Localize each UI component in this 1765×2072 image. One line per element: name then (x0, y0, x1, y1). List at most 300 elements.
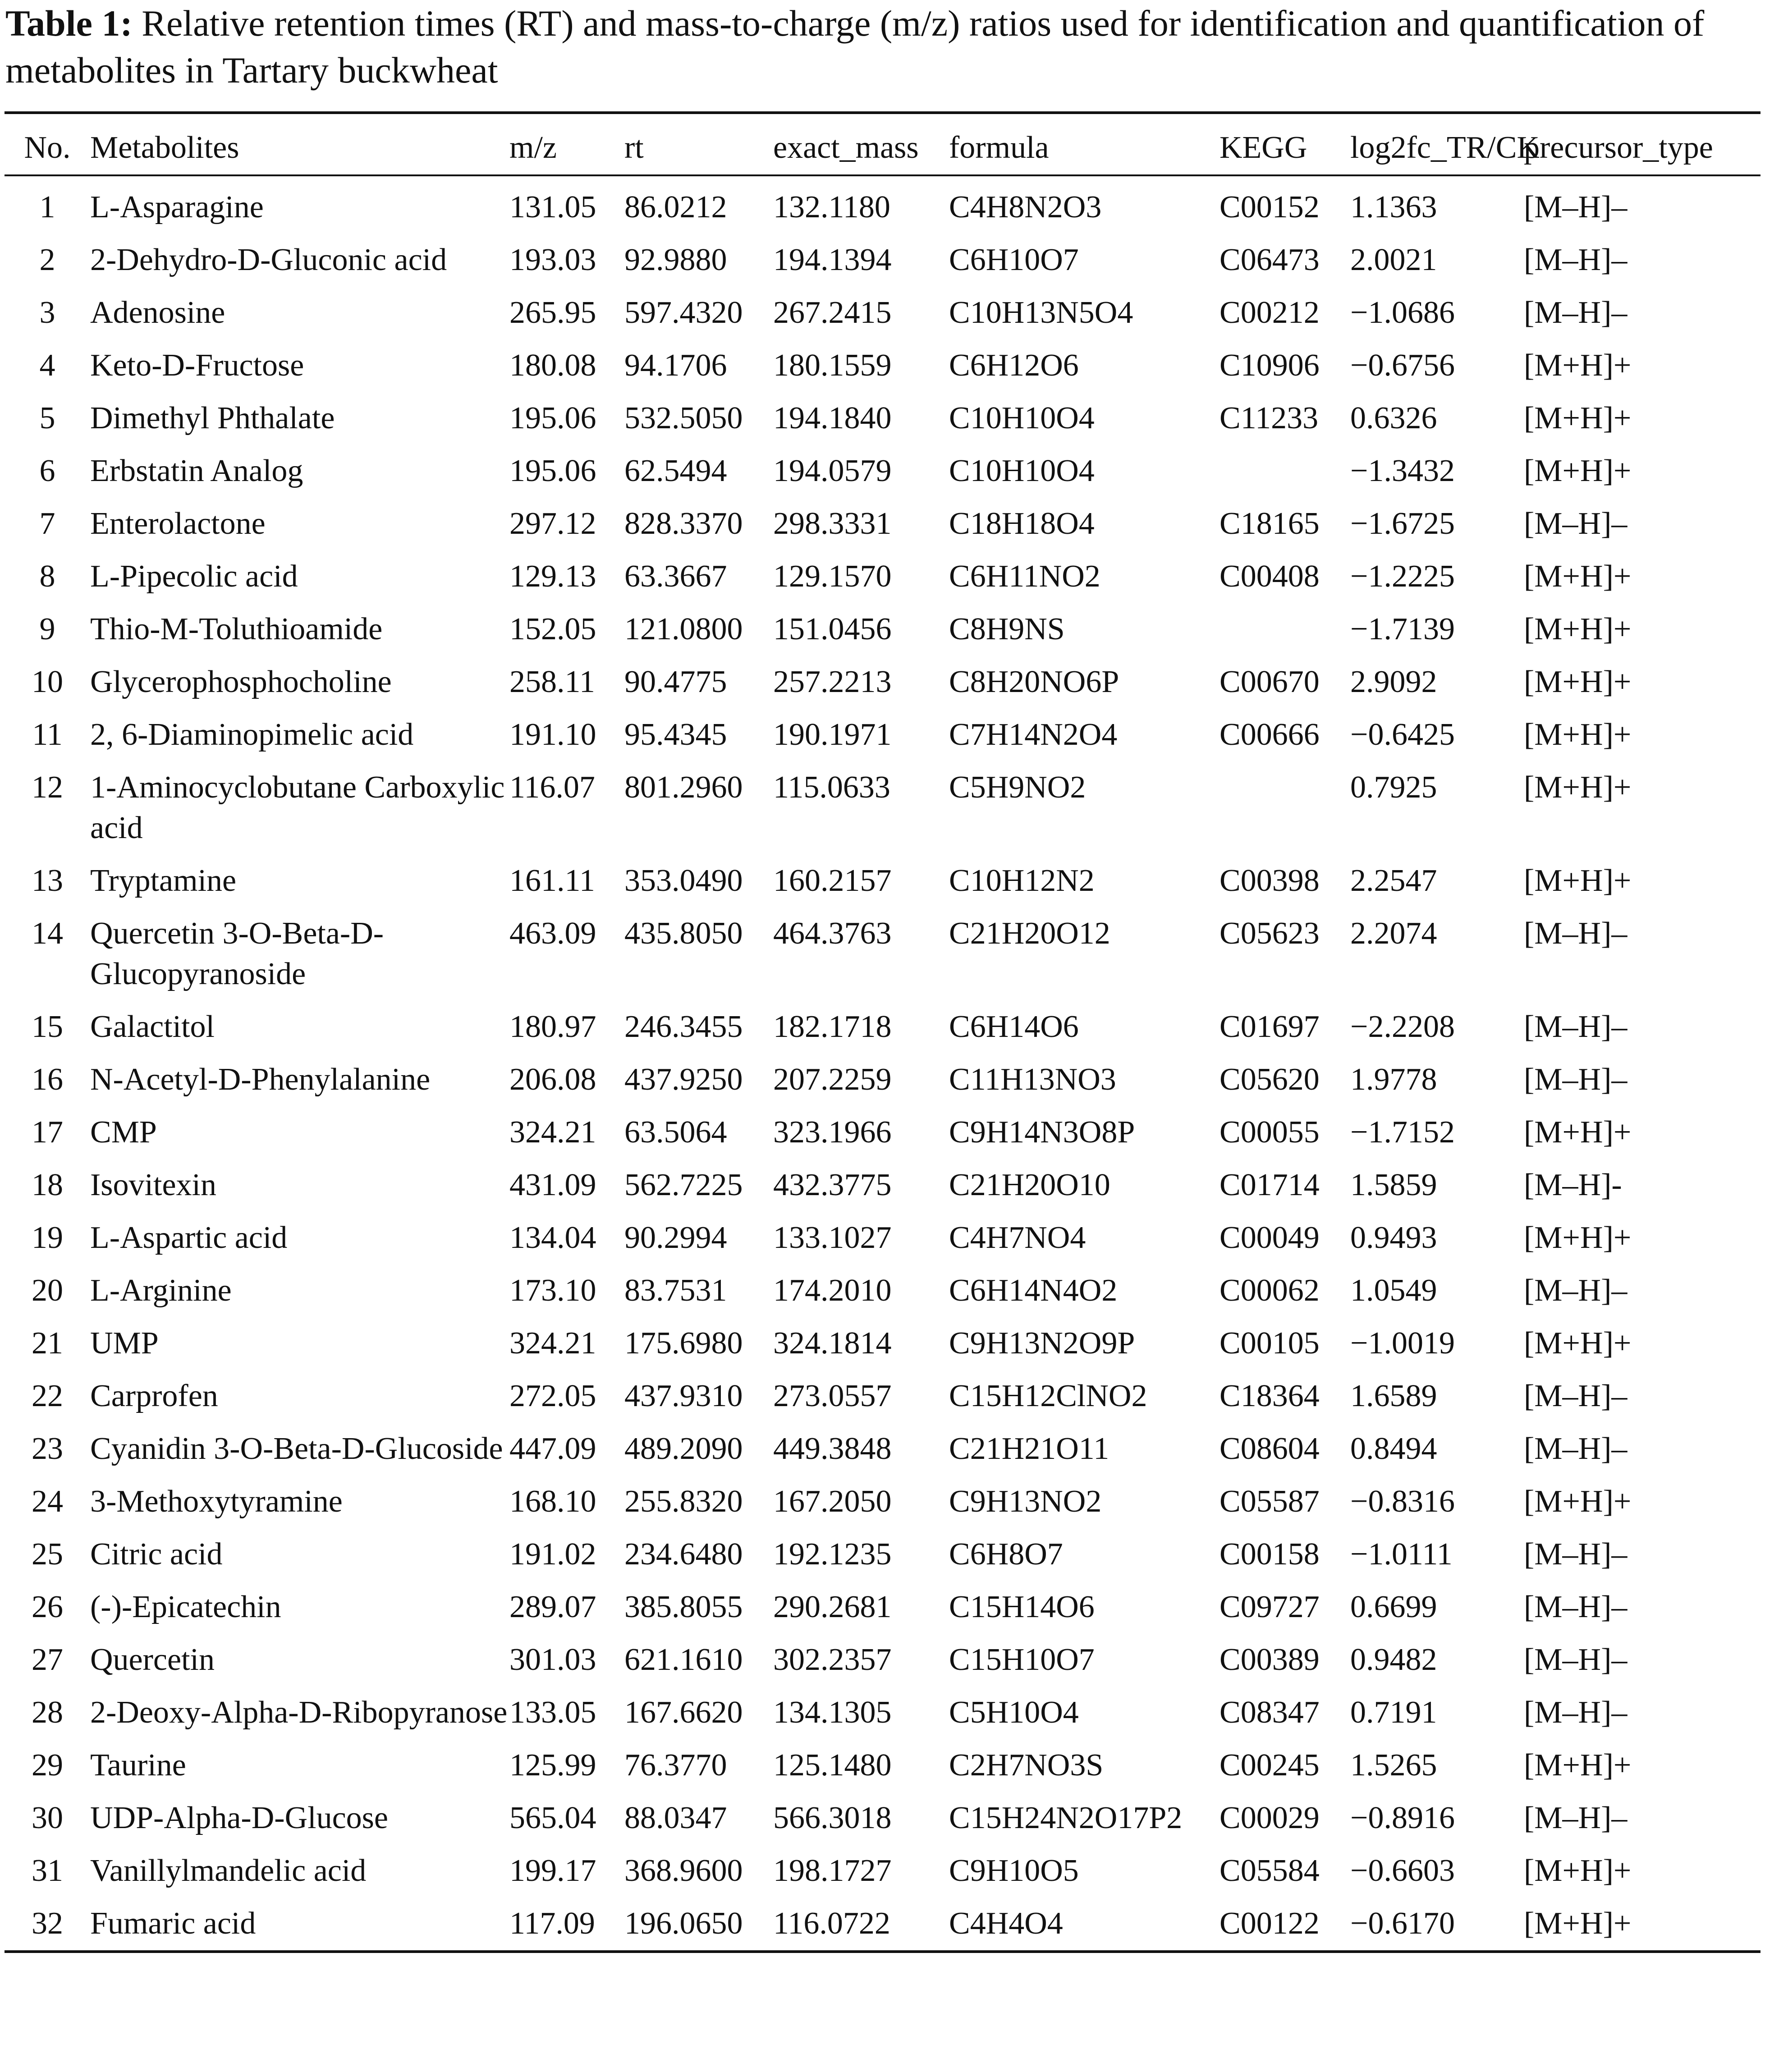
cell-exact-mass: 324.1814 (773, 1326, 892, 1361)
cell-rt: 90.2994 (624, 1220, 727, 1255)
cell-mz: 134.04 (509, 1220, 596, 1255)
cell-mz: 117.09 (509, 1906, 595, 1941)
cell-log2fc: −1.0111 (1350, 1537, 1453, 1572)
cell-precursor-type: [M–H]– (1524, 1009, 1627, 1044)
cell-precursor-type: [M–H]– (1524, 1062, 1627, 1097)
cell-metabolite: L-Pipecolic acid (90, 559, 298, 594)
cell-rt: 435.8050 (624, 916, 743, 951)
cell-exact-mass: 273.0557 (773, 1379, 892, 1413)
cell-log2fc: 0.9482 (1350, 1642, 1437, 1677)
cell-log2fc: −2.2208 (1350, 1009, 1455, 1044)
table-row (5, 234, 1760, 287)
table-row (5, 1845, 1760, 1898)
cell-precursor-type: [M+H]+ (1524, 770, 1632, 805)
cell-precursor-type: [M–H]– (1524, 1695, 1627, 1730)
cell-kegg: C08347 (1219, 1695, 1320, 1730)
table-row (5, 1792, 1760, 1845)
cell-metabolite: CMP (90, 1115, 157, 1150)
cell-kegg: C01697 (1219, 1009, 1320, 1044)
cell-exact-mass: 192.1235 (773, 1537, 892, 1572)
table-row (5, 445, 1760, 498)
cell-formula: C15H12ClNO2 (949, 1379, 1147, 1413)
cell-log2fc: −1.3432 (1350, 454, 1455, 488)
cell-kegg: C00062 (1219, 1273, 1320, 1308)
cell-log2fc: −1.6725 (1350, 506, 1455, 541)
cell-no: 24 (32, 1484, 63, 1519)
table-caption-text: Relative retention times (RT) and mass-to-charge (m/z) ratios used for identification and quantification of metabolites in Tartary buckwheat (5, 3, 1705, 91)
cell-mz: 431.09 (509, 1168, 596, 1202)
cell-kegg: C08604 (1219, 1431, 1320, 1466)
cell-formula: C4H8N2O3 (949, 190, 1102, 225)
cell-metabolite: Vanillylmandelic acid (90, 1853, 367, 1888)
cell-mz: 272.05 (509, 1379, 596, 1413)
cell-log2fc: 0.6699 (1350, 1590, 1437, 1624)
cell-log2fc: 0.9493 (1350, 1220, 1437, 1255)
table-row (5, 1265, 1760, 1317)
table-row (5, 1106, 1760, 1159)
cell-no: 4 (39, 348, 55, 383)
cell-metabolite: 2, 6-Diaminopimelic acid (90, 717, 414, 752)
cell-precursor-type: [M+H]+ (1524, 348, 1632, 383)
table-row (5, 550, 1760, 603)
cell-kegg: C06473 (1219, 243, 1320, 277)
table-row (5, 1370, 1760, 1423)
cell-metabolite: Fumaric acid (90, 1906, 256, 1941)
cell-kegg: C05623 (1219, 916, 1320, 951)
table-row (5, 1476, 1760, 1528)
cell-metabolite: Dimethyl Phthalate (90, 401, 335, 435)
cell-kegg: C05620 (1219, 1062, 1320, 1097)
cell-rt: 94.1706 (624, 348, 727, 383)
header-cell-kegg: KEGG (1219, 130, 1307, 165)
cell-precursor-type: [M+H]+ (1524, 1220, 1632, 1255)
cell-no: 27 (32, 1642, 63, 1677)
cell-log2fc: 0.8494 (1350, 1431, 1437, 1466)
cell-mz: 133.05 (509, 1695, 596, 1730)
cell-exact-mass: 302.2357 (773, 1642, 892, 1677)
cell-no: 11 (32, 717, 63, 752)
cell-rt: 196.0650 (624, 1906, 743, 1941)
cell-kegg (1219, 445, 1350, 498)
cell-rt: 63.3667 (624, 559, 727, 594)
cell-formula: C5H10O4 (949, 1695, 1079, 1730)
cell-precursor-type: [M+H]+ (1524, 1484, 1632, 1519)
cell-formula: C15H10O7 (949, 1642, 1095, 1677)
header-cell-log2fc: log2fc_TR/CK (1350, 130, 1540, 165)
cell-log2fc: 1.5859 (1350, 1168, 1437, 1202)
cell-no: 9 (39, 612, 55, 646)
cell-mz: 180.97 (509, 1009, 596, 1044)
cell-no: 18 (32, 1168, 63, 1202)
cell-rt: 246.3455 (624, 1009, 743, 1044)
cell-formula: C7H14N2O4 (949, 717, 1118, 752)
cell-metabolite: Enterolactone (90, 506, 266, 541)
header-cell-formula: formula (949, 130, 1049, 165)
cell-log2fc: −1.7152 (1350, 1115, 1455, 1150)
cell-kegg: C05587 (1219, 1484, 1320, 1519)
cell-no: 22 (32, 1379, 63, 1413)
cell-exact-mass: 115.0633 (773, 770, 890, 805)
cell-precursor-type: [M–H]– (1524, 1431, 1627, 1466)
cell-formula: C9H10O5 (949, 1853, 1079, 1888)
header-row (5, 113, 1760, 175)
cell-rt: 437.9250 (624, 1062, 743, 1097)
table-row (5, 287, 1760, 339)
cell-precursor-type: [M–H]– (1524, 243, 1627, 277)
cell-log2fc: 1.6589 (1350, 1379, 1437, 1413)
cell-precursor-type: [M+H]+ (1524, 1326, 1632, 1361)
cell-metabolite: Galactitol (90, 1009, 215, 1044)
cell-kegg: C00122 (1219, 1906, 1320, 1941)
cell-mz: 129.13 (509, 559, 596, 594)
cell-log2fc: 2.9092 (1350, 665, 1437, 699)
cell-formula: C21H20O10 (949, 1168, 1110, 1202)
cell-mz: 191.02 (509, 1537, 596, 1572)
cell-mz: 193.03 (509, 243, 596, 277)
cell-formula: C10H10O4 (949, 454, 1095, 488)
cell-kegg: C00212 (1219, 295, 1320, 330)
cell-kegg: C00049 (1219, 1220, 1320, 1255)
cell-no: 21 (32, 1326, 63, 1361)
cell-precursor-type: [M–H]- (1524, 1168, 1622, 1202)
metabolites-table (5, 111, 1760, 1953)
cell-metabolite: L-Arginine (90, 1273, 232, 1308)
cell-formula: C15H24N2O17P2 (949, 1801, 1183, 1835)
cell-metabolite: UMP (90, 1326, 159, 1361)
table-row (5, 175, 1760, 234)
cell-exact-mass: 198.1727 (773, 1853, 892, 1888)
cell-exact-mass: 174.2010 (773, 1273, 892, 1308)
table-row (5, 908, 1760, 1001)
cell-no: 20 (32, 1273, 63, 1308)
cell-metabolite: (-)-Epicatechin (90, 1590, 281, 1624)
cell-metabolite: Isovitexin (90, 1168, 216, 1202)
cell-kegg: C11233 (1219, 401, 1319, 435)
cell-exact-mass: 464.3763 (773, 916, 892, 951)
cell-formula: C6H14N4O2 (949, 1273, 1118, 1308)
cell-log2fc: −0.6425 (1350, 717, 1455, 752)
table-row (5, 1001, 1760, 1054)
table-row (5, 1634, 1760, 1687)
cell-exact-mass: 132.1180 (773, 190, 890, 225)
cell-kegg: C05584 (1219, 1853, 1320, 1888)
cell-exact-mass: 182.1718 (773, 1009, 892, 1044)
cell-kegg: C00398 (1219, 863, 1320, 898)
cell-kegg (1219, 761, 1350, 855)
cell-metabolite: Adenosine (90, 295, 225, 330)
cell-formula: C4H4O4 (949, 1906, 1063, 1941)
cell-log2fc: −1.0019 (1350, 1326, 1455, 1361)
table-row (5, 339, 1760, 392)
cell-exact-mass: 432.3775 (773, 1168, 892, 1202)
table-row (5, 603, 1760, 656)
cell-rt: 437.9310 (624, 1379, 743, 1413)
cell-no: 7 (39, 506, 55, 541)
cell-mz: 289.07 (509, 1590, 596, 1624)
cell-metabolite: Citric acid (90, 1537, 223, 1572)
cell-kegg: C10906 (1219, 348, 1320, 383)
table-body (5, 175, 1760, 1952)
cell-rt: 95.4345 (624, 717, 727, 752)
cell-rt: 83.7531 (624, 1273, 727, 1308)
cell-kegg: C00408 (1219, 559, 1320, 594)
cell-no: 10 (32, 665, 63, 699)
cell-rt: 621.1610 (624, 1642, 743, 1677)
cell-formula: C18H18O4 (949, 506, 1095, 541)
cell-log2fc: 1.5265 (1350, 1748, 1437, 1783)
table-row (5, 498, 1760, 550)
cell-no: 30 (32, 1801, 63, 1835)
cell-precursor-type: [M+H]+ (1524, 717, 1632, 752)
cell-formula: C10H12N2 (949, 863, 1095, 898)
cell-metabolite: Carprofen (90, 1379, 218, 1413)
cell-formula: C8H20NO6P (949, 665, 1119, 699)
cell-no: 25 (32, 1537, 63, 1572)
cell-no: 28 (32, 1695, 63, 1730)
cell-metabolite: N-Acetyl-D-Phenylalanine (90, 1062, 431, 1097)
cell-precursor-type: [M+H]+ (1524, 612, 1632, 646)
cell-exact-mass: 151.0456 (773, 612, 892, 646)
cell-no: 8 (39, 559, 55, 594)
cell-no: 6 (39, 454, 55, 488)
cell-kegg: C00105 (1219, 1326, 1320, 1361)
cell-exact-mass: 125.1480 (773, 1748, 892, 1783)
table-row (5, 1739, 1760, 1792)
cell-rt: 121.0800 (624, 612, 743, 646)
cell-rt: 385.8055 (624, 1590, 743, 1624)
cell-mz: 324.21 (509, 1326, 596, 1361)
header-cell-no: No. (24, 130, 71, 165)
cell-exact-mass: 167.2050 (773, 1484, 892, 1519)
cell-metabolite: Thio-M-Toluthioamide (90, 612, 383, 646)
cell-mz: 447.09 (509, 1431, 596, 1466)
table-row (5, 709, 1760, 761)
cell-rt: 88.0347 (624, 1801, 727, 1835)
cell-kegg: C00029 (1219, 1801, 1320, 1835)
cell-log2fc: −0.6756 (1350, 348, 1455, 383)
cell-formula: C10H13N5O4 (949, 295, 1133, 330)
header-cell-mz: m/z (509, 130, 557, 165)
cell-precursor-type: [M+H]+ (1524, 401, 1632, 435)
cell-no: 1 (39, 190, 55, 225)
cell-precursor-type: [M+H]+ (1524, 1853, 1632, 1888)
header-cell-metabolites: Metabolites (90, 130, 239, 165)
cell-formula: C4H7NO4 (949, 1220, 1086, 1255)
cell-formula: C9H13NO2 (949, 1484, 1102, 1519)
cell-mz: 191.10 (509, 717, 596, 752)
cell-no: 31 (32, 1853, 63, 1888)
cell-formula: C6H12O6 (949, 348, 1079, 383)
header-cell-exact-mass: exact_mass (773, 130, 919, 165)
cell-rt: 368.9600 (624, 1853, 743, 1888)
cell-mz: 125.99 (509, 1748, 596, 1783)
cell-no: 5 (39, 401, 55, 435)
cell-exact-mass: 160.2157 (773, 863, 892, 898)
cell-formula: C9H14N3O8P (949, 1115, 1135, 1150)
cell-exact-mass: 190.1971 (773, 717, 892, 752)
table-row (5, 1581, 1760, 1634)
cell-no: 16 (32, 1062, 63, 1097)
cell-no: 26 (32, 1590, 63, 1624)
cell-metabolite: Erbstatin Analog (90, 454, 303, 488)
cell-log2fc: −0.8916 (1350, 1801, 1455, 1835)
cell-log2fc: 1.9778 (1350, 1062, 1437, 1097)
cell-exact-mass: 323.1966 (773, 1115, 892, 1150)
cell-mz: 301.03 (509, 1642, 596, 1677)
header-cell-precursor-type: precursor_type (1524, 130, 1713, 165)
cell-log2fc: −1.0686 (1350, 295, 1455, 330)
table-row (5, 1528, 1760, 1581)
cell-precursor-type: [M–H]– (1524, 295, 1627, 330)
cell-rt: 63.5064 (624, 1115, 727, 1150)
cell-mz: 173.10 (509, 1273, 596, 1308)
cell-precursor-type: [M+H]+ (1524, 863, 1632, 898)
cell-rt: 801.2960 (624, 770, 743, 805)
cell-log2fc: 1.1363 (1350, 190, 1437, 225)
cell-formula: C9H13N2O9P (949, 1326, 1135, 1361)
cell-metabolite: Glycerophosphocholine (90, 665, 392, 699)
cell-mz: 180.08 (509, 348, 596, 383)
table-row (5, 1159, 1760, 1212)
cell-rt: 86.0212 (624, 190, 727, 225)
cell-log2fc: −0.6603 (1350, 1853, 1455, 1888)
cell-kegg: C00152 (1219, 190, 1320, 225)
cell-metabolite: 3-Methoxytyramine (90, 1484, 343, 1519)
cell-exact-mass: 566.3018 (773, 1801, 892, 1835)
cell-precursor-type: [M–H]– (1524, 506, 1627, 541)
cell-exact-mass: 290.2681 (773, 1590, 892, 1624)
table-row (5, 1687, 1760, 1739)
cell-formula: C5H9NO2 (949, 770, 1086, 805)
cell-kegg: C00158 (1219, 1537, 1320, 1572)
cell-formula: C6H14O6 (949, 1009, 1079, 1044)
cell-precursor-type: [M–H]– (1524, 190, 1627, 225)
cell-mz: 206.08 (509, 1062, 596, 1097)
cell-no: 15 (32, 1009, 63, 1044)
cell-mz: 152.05 (509, 612, 596, 646)
cell-no: 32 (32, 1906, 63, 1941)
cell-mz: 258.11 (509, 665, 595, 699)
cell-mz: 195.06 (509, 454, 596, 488)
cell-kegg (1219, 603, 1350, 656)
cell-rt: 562.7225 (624, 1168, 743, 1202)
cell-rt: 62.5494 (624, 454, 727, 488)
cell-log2fc: 0.6326 (1350, 401, 1437, 435)
cell-precursor-type: [M+H]+ (1524, 665, 1632, 699)
cell-mz: 297.12 (509, 506, 596, 541)
cell-rt: 597.4320 (624, 295, 743, 330)
cell-rt: 175.6980 (624, 1326, 743, 1361)
cell-kegg: C00245 (1219, 1748, 1320, 1783)
cell-metabolite: Quercetin 3-O-Beta-D-Glucopyranoside (90, 916, 384, 991)
cell-rt: 255.8320 (624, 1484, 743, 1519)
cell-exact-mass: 134.1305 (773, 1695, 892, 1730)
cell-no: 23 (32, 1431, 63, 1466)
cell-precursor-type: [M+H]+ (1524, 1906, 1632, 1941)
cell-exact-mass: 133.1027 (773, 1220, 892, 1255)
table-row (5, 392, 1760, 445)
cell-formula: C15H14O6 (949, 1590, 1095, 1624)
cell-formula: C8H9NS (949, 612, 1065, 646)
cell-precursor-type: [M+H]+ (1524, 1748, 1632, 1783)
cell-mz: 161.11 (509, 863, 595, 898)
cell-kegg: C18364 (1219, 1379, 1320, 1413)
cell-exact-mass: 267.2415 (773, 295, 892, 330)
table-row (5, 855, 1760, 908)
cell-precursor-type: [M+H]+ (1524, 1115, 1632, 1150)
cell-exact-mass: 129.1570 (773, 559, 892, 594)
cell-exact-mass: 194.1840 (773, 401, 892, 435)
cell-mz: 199.17 (509, 1853, 596, 1888)
cell-exact-mass: 257.2213 (773, 665, 892, 699)
cell-log2fc: −1.7139 (1350, 612, 1455, 646)
cell-rt: 76.3770 (624, 1748, 727, 1783)
cell-precursor-type: [M–H]– (1524, 1642, 1627, 1677)
cell-rt: 489.2090 (624, 1431, 743, 1466)
cell-rt: 90.4775 (624, 665, 727, 699)
cell-rt: 828.3370 (624, 506, 743, 541)
table-row (5, 656, 1760, 709)
cell-exact-mass: 449.3848 (773, 1431, 892, 1466)
cell-no: 3 (39, 295, 55, 330)
cell-formula: C6H10O7 (949, 243, 1079, 277)
cell-precursor-type: [M–H]– (1524, 1273, 1627, 1308)
cell-no: 12 (32, 770, 63, 805)
table-header (5, 113, 1760, 175)
cell-log2fc: 0.7925 (1350, 770, 1437, 805)
cell-exact-mass: 207.2259 (773, 1062, 892, 1097)
cell-no: 19 (32, 1220, 63, 1255)
cell-mz: 195.06 (509, 401, 596, 435)
cell-mz: 265.95 (509, 295, 596, 330)
cell-mz: 131.05 (509, 190, 596, 225)
cell-kegg: C00670 (1219, 665, 1320, 699)
cell-formula: C21H21O11 (949, 1431, 1109, 1466)
cell-mz: 168.10 (509, 1484, 596, 1519)
cell-no: 29 (32, 1748, 63, 1783)
cell-rt: 92.9880 (624, 243, 727, 277)
cell-rt: 532.5050 (624, 401, 743, 435)
cell-metabolite: Cyanidin 3-O-Beta-D-Glucoside (90, 1431, 503, 1466)
cell-exact-mass: 298.3331 (773, 506, 892, 541)
table-row (5, 1898, 1760, 1952)
table-caption-label: Table 1: (5, 3, 133, 44)
cell-no: 2 (39, 243, 55, 277)
cell-precursor-type: [M+H]+ (1524, 559, 1632, 594)
cell-log2fc: −0.6170 (1350, 1906, 1455, 1941)
table-row (5, 1054, 1760, 1106)
cell-formula: C6H11NO2 (949, 559, 1100, 594)
cell-kegg: C00055 (1219, 1115, 1320, 1150)
cell-mz: 324.21 (509, 1115, 596, 1150)
cell-formula: C2H7NO3S (949, 1748, 1104, 1783)
table-caption (5, 0, 1759, 94)
cell-exact-mass: 194.1394 (773, 243, 892, 277)
cell-mz: 116.07 (509, 770, 595, 805)
cell-precursor-type: [M–H]– (1524, 1590, 1627, 1624)
cell-metabolite: Quercetin (90, 1642, 215, 1677)
table-row (5, 1423, 1760, 1476)
cell-no: 14 (32, 916, 63, 951)
cell-metabolite: 2-Dehydro-D-Gluconic acid (90, 243, 447, 277)
cell-precursor-type: [M+H]+ (1524, 454, 1632, 488)
cell-mz: 463.09 (509, 916, 596, 951)
cell-precursor-type: [M–H]– (1524, 916, 1627, 951)
cell-metabolite: Keto-D-Fructose (90, 348, 304, 383)
cell-formula: C11H13NO3 (949, 1062, 1116, 1097)
cell-mz: 565.04 (509, 1801, 596, 1835)
cell-metabolite: L-Aspartic acid (90, 1220, 288, 1255)
